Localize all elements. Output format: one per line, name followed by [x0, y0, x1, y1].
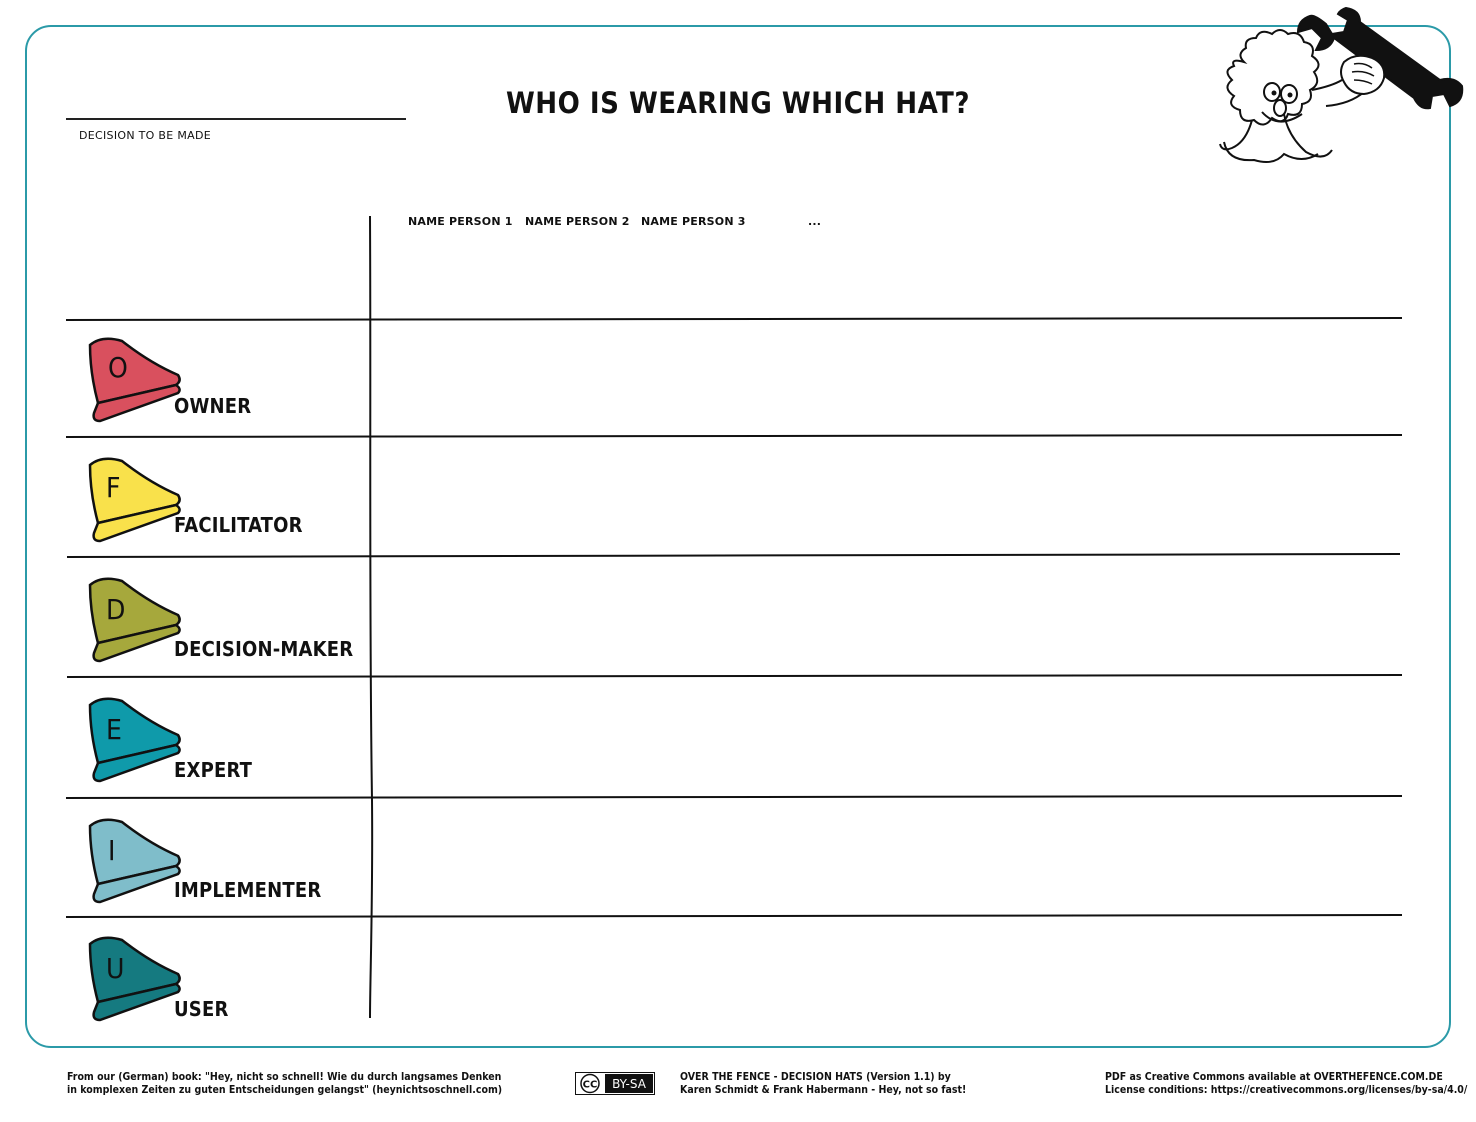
facilitator-hat-icon: [80, 453, 184, 545]
footer-version-line-2: Karen Schmidt & Frank Habermann - Hey, not so fast!: [680, 1084, 967, 1096]
role-label-expert: EXPERT: [174, 758, 253, 782]
role-label-owner: OWNER: [174, 394, 252, 418]
column-header-person-2: NAME PERSON 2: [525, 215, 630, 228]
footer-license-line-1[interactable]: PDF as Creative Commons available at OVERTHEFENCE.COM.DE: [1105, 1071, 1443, 1083]
owner-hat-icon: [80, 333, 184, 425]
role-label-facilitator: FACILITATOR: [174, 513, 303, 537]
mascot-wrench-icon: [1214, 2, 1476, 168]
expert-hat-letter: E: [106, 713, 122, 746]
implementer-hat-letter: I: [108, 834, 116, 867]
role-label-implementer: IMPLEMENTER: [174, 878, 322, 902]
role-label-user: USER: [174, 997, 229, 1021]
footer-version-line-1: OVER THE FENCE - DECISION HATS (Version 1.1) by: [680, 1071, 951, 1083]
implementer-hat-icon: [80, 814, 184, 906]
decision-maker-hat-letter: D: [106, 593, 126, 626]
owner-hat-letter: O: [108, 351, 128, 384]
column-header-person-1: NAME PERSON 1: [408, 215, 513, 228]
cc-badge-by-sa-text: BY-SA: [612, 1077, 646, 1091]
cc-by-sa-badge-icon: [575, 1072, 655, 1095]
decision-label: DECISION TO BE MADE: [79, 129, 211, 142]
footer-license-line-2[interactable]: License conditions: https://creativecommons.org/licenses/by-sa/4.0/: [1105, 1084, 1468, 1096]
column-header-more: ...: [808, 215, 822, 228]
expert-hat-icon: [80, 693, 184, 785]
user-hat-letter: U: [106, 952, 125, 985]
footer-book-credit: [67, 1071, 502, 1097]
decision-maker-hat-icon: [80, 573, 184, 665]
footer-book-line-1: From our (German) book: "Hey, nicht so schnell! Wie du durch langsames Denken: [67, 1071, 502, 1083]
role-label-decision-maker: DECISION-MAKER: [174, 637, 354, 661]
page-title: WHO IS WEARING WHICH HAT?: [506, 86, 970, 120]
footer-book-line-2: in komplexen Zeiten zu guten Entscheidungen gelangst" (heynichtsoschnell.com): [67, 1084, 503, 1096]
footer-license: [1105, 1071, 1467, 1097]
user-hat-icon: [80, 932, 184, 1024]
footer-version-credit: [680, 1071, 966, 1097]
facilitator-hat-letter: F: [106, 471, 121, 504]
cc-badge-cc-text: CC: [582, 1079, 598, 1091]
column-header-person-3: NAME PERSON 3: [641, 215, 746, 228]
